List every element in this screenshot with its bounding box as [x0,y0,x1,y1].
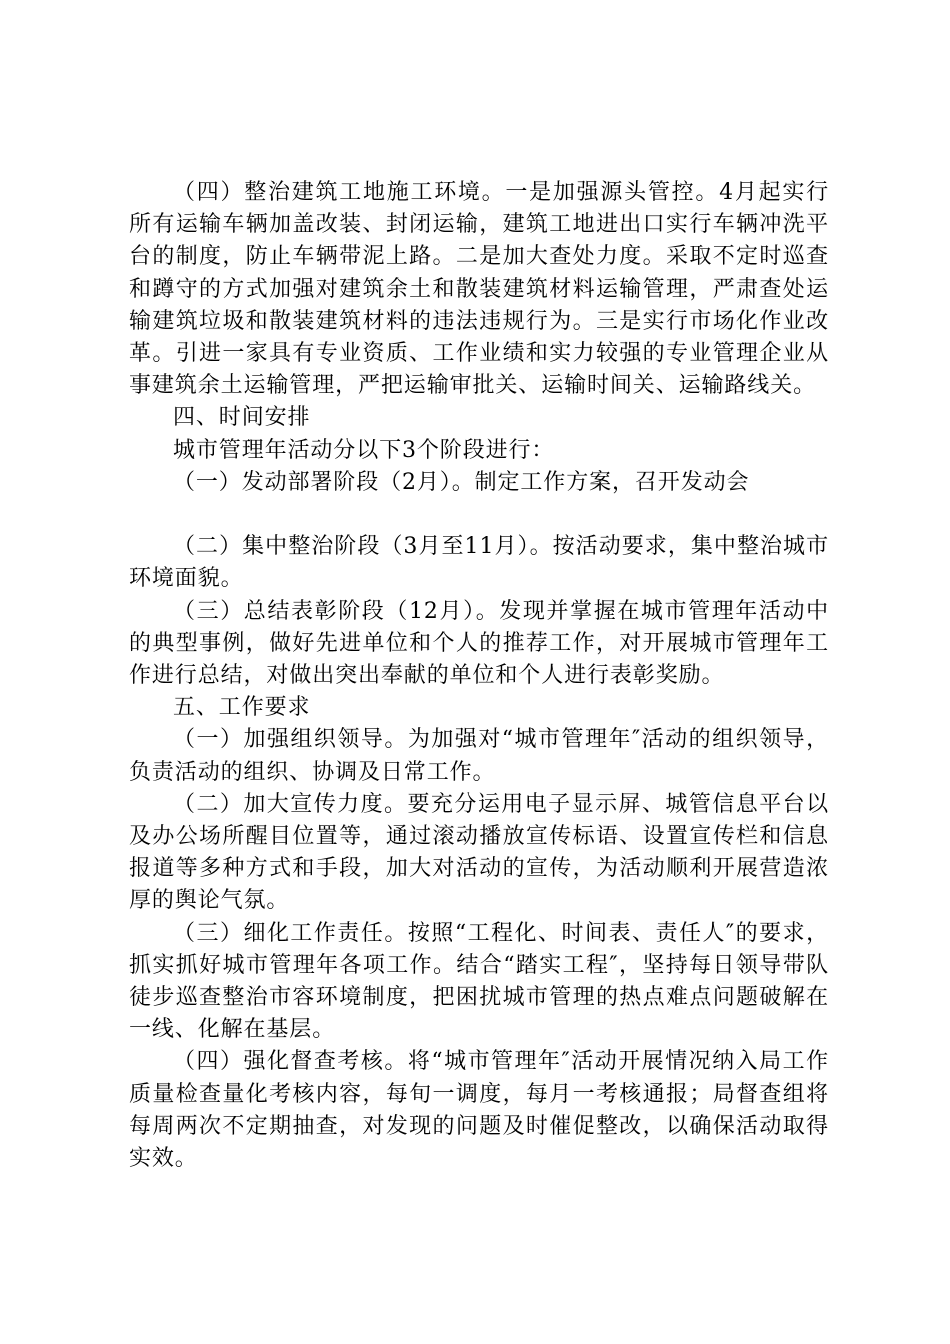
paragraph-requirement-leadership: （一）加强组织领导。为加强对“城市管理年″活动的组织领导，负责活动的组织、协调及日常工作。 [129,727,829,785]
paragraph-phase-one: （一）发动部署阶段（2月）。制定工作方案，召开发动会 [173,469,750,495]
paragraph-phases-intro: 城市管理年活动分以下3个阶段进行： [173,437,555,463]
heading-schedule: 四、时间安排 [173,405,311,431]
paragraph-phase-three: （三）总结表彰阶段（12月）。发现并掌握在城市管理年活动中的典型事例，做好先进单位和个人的推荐工作，对开展城市管理年工作进行总结，对做出突出奉献的单位和个人进行表彰奖励。 [129,598,829,689]
blank-line [129,499,829,531]
heading-requirements: 五、工作要求 [173,695,311,721]
paragraph-requirement-publicity: （二）加大宣传力度。要充分运用电子显示屏、城管信息平台以及办公场所醒目位置等，通过滚动播放宣传标语、设置宣传栏和信息报道等多种方式和手段，加大对活动的宣传，为活动顺利开展营造浓厚的舆论气氛。 [129,791,829,914]
paragraph-requirement-responsibility: （三）细化工作责任。按照“工程化、时间表、责任人″的要求，抓实抓好城市管理年各项工作。结合“踏实工程″，坚持每日领导带队徒步巡查整治市容环境制度，把困扰城市管理的热点难点问题破解在一线、化解在基层。 [129,920,829,1043]
document-body [129,177,829,1175]
paragraph-phase-two: （二）集中整治阶段（3月至11月）。按活动要求，集中整治城市环境面貌。 [129,534,829,592]
paragraph-requirement-supervision: （四）强化督查考核。将“城市管理年″活动开展情况纳入局工作质量检查量化考核内容，每旬一调度，每月一考核通报；局督查组将每周两次不定期抽查，对发现的问题及时催促整改，以确保活动取得实效。 [129,1049,829,1172]
paragraph-construction-site: （四）整治建筑工地施工环境。一是加强源头管控。4月起实行所有运输车辆加盖改装、封闭运输，建筑工地进出口实行车辆冲洗平台的制度，防止车辆带泥上路。二是加大查处力度。采取不定时巡查和蹲守的方式加强对建筑余土和散装建筑材料运输管理，严肃查处运输建筑垃圾和散装建筑材料的违法违规行为。三是实行市场化作业改革。引进一家具有专业资质、工作业绩和实力较强的专业管理企业从事建筑余土运输管理，严把运输审批关、运输时间关、运输路线关。 [129,180,829,399]
